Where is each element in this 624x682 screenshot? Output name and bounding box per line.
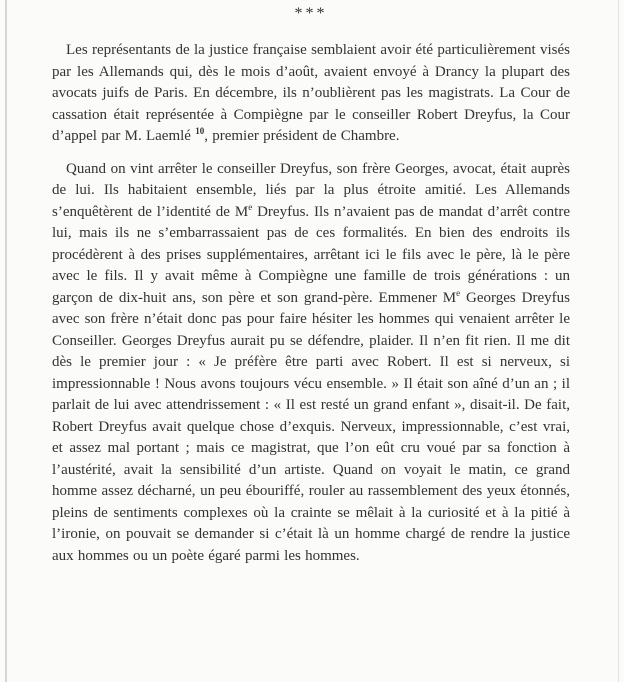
- section-divider: ***: [294, 5, 328, 22]
- page-left-edge: [5, 0, 7, 682]
- paragraph: Les représentants de la justice française semblaient avoir été particulièrement visés par les Allemands qui, dès le mois d’août, avaient envoyé à Drancy la plupart des avocats juifs de Paris. En décembre, ils n’oublièrent pas les magistrats. La Cour de cassation était représentée à Compiègne par le conseiller Robert Dreyfus, la Cour d’appel par M. Laemlé $^{10}$, premier président de Chambre.: [52, 42, 570, 144]
- text-column: [52, 5, 570, 567]
- paragraphs: [52, 40, 570, 567]
- superscript-abbreviation: e: [456, 287, 461, 298]
- footnote-reference: 10: [195, 126, 205, 136]
- page-right-edge: [618, 0, 620, 682]
- superscript-abbreviation: e: [248, 201, 253, 212]
- paragraph: Quand on vint arrêter le conseiller Dreyfus, son frère Georges, avocat, était auprès de lui. Ils habitaient ensemble, liés par la plus étroite amitié. Les Allemands s’enquêtèrent de l’identité de Me Dreyfus. Ils n’avaient pas de mandat d’arrêt contre lui, mais ils ne s’embarrassaient pas de ces formalités. En bien des endroits ils procédèrent à des prises supplémentaires, arrêtant ici le fils avec le père, là le père avec le fils. Il y avait même à Compiègne une famille de trois générations : un garçon de dix-huit ans, son père et son grand-père. Emmener Me Georges Dreyfus avec son frère n’était donc pas pour faire hésiter les hommes qui venaient arrêter le Conseiller. Georges Dreyfus aurait pu se défendre, plaider. Il n’en fit rien. Il me dit dès le premier jour : « Je préfère être parti avec Robert. Il est si nerveux, si impressionnable ! Nous avons toujours vécu ensemble. » Il était son aîné d’un an ; il parlait de lui avec attendrissement : « Il est resté un grand enfant », disait-il. De fait, Robert Dreyfus avait quelque chose d’exquis. Nerveux, impressionnable, c’est vrai, et assez mal portant ; mais ce magistrat, que l’on eût cru voué par sa fonction à l’austérité, avait la sensibilité d’un artiste. Quand on voyait le matin, ce grand homme assez décharné, un peu ébouriffé, rouler au rassemblement des yeux étonnés, pleins de sentiments complexes où la crainte se mêlait à la curiosité et à la pitié à l’ironie, on pouvait se demander si c’était là un homme chargé de rendre la justice aux hommes ou un poète égaré parmi les hommes.: [52, 160, 570, 564]
